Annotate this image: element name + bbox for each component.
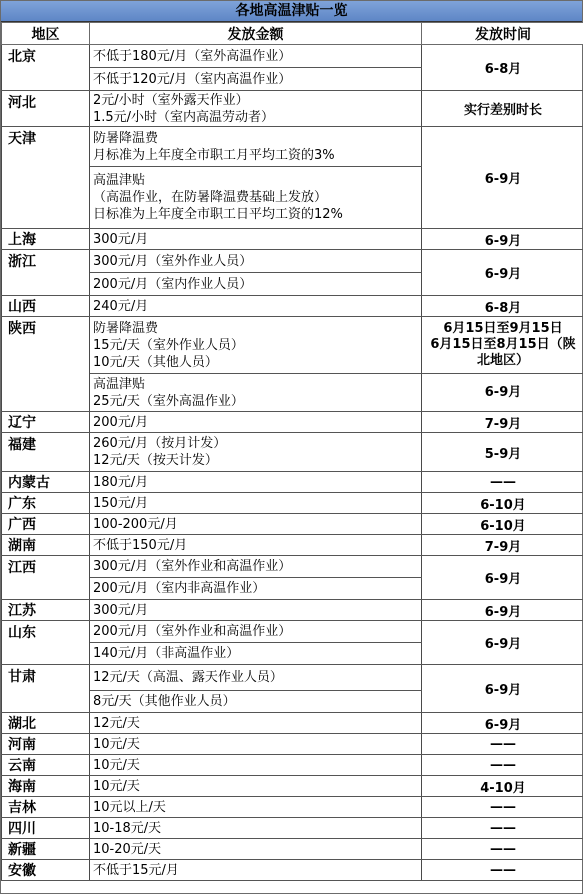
amount-cell — [90, 317, 422, 374]
period-cell: 7-9月 — [422, 412, 583, 433]
region-cell: 浙江 — [2, 250, 90, 296]
region-cell: 天津 — [2, 127, 90, 229]
period-cell: 6-9月 — [422, 665, 583, 713]
table-row — [2, 45, 583, 68]
table-row — [2, 493, 583, 514]
table-row — [2, 229, 583, 250]
amount-line: 防暑降温费 — [93, 130, 159, 146]
amount-cell — [90, 665, 422, 691]
amount-line: 15元/天（室外作业人员） — [93, 337, 244, 353]
amount-cell — [90, 68, 422, 91]
region-cell: 吉林 — [2, 797, 90, 818]
period-cell: —— — [422, 734, 583, 755]
table-body — [2, 45, 583, 881]
amount-cell — [90, 621, 422, 643]
amount-line: 240元/月 — [93, 298, 149, 314]
amount-line: 不低于15元/月 — [93, 862, 179, 878]
period-cell: 6-8月 — [422, 45, 583, 91]
amount-line: 不低于180元/月（室外高温作业） — [93, 48, 292, 64]
table-row — [2, 514, 583, 535]
region-cell: 山西 — [2, 296, 90, 317]
table-row — [2, 860, 583, 881]
header-row — [2, 23, 583, 45]
amount-cell — [90, 127, 422, 167]
region-cell: 四川 — [2, 818, 90, 839]
region-cell: 广东 — [2, 493, 90, 514]
region-cell: 新疆 — [2, 839, 90, 860]
amount-line: 300元/月 — [93, 231, 149, 247]
header-region: 地区 — [2, 23, 90, 45]
table-row — [2, 317, 583, 374]
amount-cell — [90, 374, 422, 412]
period-cell: —— — [422, 797, 583, 818]
period-cell: —— — [422, 472, 583, 493]
amount-cell — [90, 755, 422, 776]
amount-line: 300元/月（室外作业人员） — [93, 253, 253, 269]
period-cell: 实行差别时长 — [422, 91, 583, 127]
period-cell: 6-9月 — [422, 713, 583, 734]
amount-cell — [90, 514, 422, 535]
table-title: 各地高温津贴一览 — [1, 1, 582, 22]
amount-line: 25元/天（室外高温作业） — [93, 393, 244, 409]
amount-cell — [90, 691, 422, 713]
amount-cell — [90, 860, 422, 881]
amount-cell — [90, 776, 422, 797]
amount-line: 200元/月（室内作业人员） — [93, 276, 253, 292]
amount-line: 10-20元/天 — [93, 841, 162, 857]
table-row — [2, 621, 583, 643]
header-amount: 发放金额 — [90, 23, 422, 45]
period-cell: 6月15日至9月15日 6月15日至8月15日（陕北地区） — [422, 317, 583, 374]
amount-line: 月标准为上年度全市职工月平均工资的3% — [93, 147, 335, 163]
amount-line: （高温作业，在防暑降温费基础上发放） — [93, 190, 328, 205]
amount-line: 150元/月 — [93, 495, 149, 511]
period-cell: 6-9月 — [422, 600, 583, 621]
amount-cell — [90, 713, 422, 734]
table-row — [2, 91, 583, 127]
period-cell: 6-10月 — [422, 514, 583, 535]
amount-cell — [90, 273, 422, 296]
period-cell: 6-9月 — [422, 374, 583, 412]
amount-cell — [90, 643, 422, 665]
amount-line: 10元/天 — [93, 757, 140, 773]
amount-line: 不低于150元/月 — [93, 537, 188, 553]
period-cell: 6-9月 — [422, 127, 583, 229]
amount-cell — [90, 167, 422, 229]
region-cell: 山东 — [2, 621, 90, 665]
region-cell: 河北 — [2, 91, 90, 127]
period-cell: 6-9月 — [422, 250, 583, 296]
period-cell: 7-9月 — [422, 535, 583, 556]
amount-cell — [90, 472, 422, 493]
region-cell: 甘肃 — [2, 665, 90, 713]
table-row — [2, 374, 583, 412]
region-cell: 辽宁 — [2, 412, 90, 433]
period-cell: —— — [422, 818, 583, 839]
region-cell: 广西 — [2, 514, 90, 535]
table-row — [2, 535, 583, 556]
region-cell: 安徽 — [2, 860, 90, 881]
amount-cell — [90, 45, 422, 68]
amount-line: 10元/天 — [93, 778, 140, 794]
amount-line: 高温津贴 — [93, 376, 146, 392]
region-cell: 福建 — [2, 433, 90, 472]
amount-line: 10元/天（其他人员） — [93, 354, 218, 370]
period-cell: 6-9月 — [422, 621, 583, 665]
table-row — [2, 296, 583, 317]
amount-cell — [90, 91, 422, 127]
region-cell: 河南 — [2, 734, 90, 755]
amount-line: 高温津贴 — [93, 173, 146, 188]
region-cell: 海南 — [2, 776, 90, 797]
table-row — [2, 797, 583, 818]
amount-cell — [90, 433, 422, 472]
amount-cell — [90, 734, 422, 755]
amount-line: 300元/月 — [93, 602, 149, 618]
amount-cell — [90, 229, 422, 250]
table-row — [2, 776, 583, 797]
period-cell: —— — [422, 860, 583, 881]
table-row — [2, 433, 583, 472]
amount-line: 10-18元/天 — [93, 820, 162, 836]
amount-line: 不低于120元/月（室内高温作业） — [93, 71, 292, 87]
amount-line: 140元/月（非高温作业） — [93, 646, 240, 661]
amount-line: 100-200元/月 — [93, 516, 178, 532]
amount-cell — [90, 578, 422, 600]
amount-line: 2元/小时（室外露天作业） — [93, 92, 249, 108]
amount-line: 1.5元/小时（室内高温劳动者） — [93, 109, 275, 125]
table-row — [2, 127, 583, 167]
amount-cell — [90, 556, 422, 578]
amount-line: 12元/天（按天计发） — [93, 453, 218, 468]
amount-cell — [90, 797, 422, 818]
table-row — [2, 412, 583, 433]
amount-line: 12元/天（高温、露天作业人员） — [93, 670, 283, 685]
region-cell: 江西 — [2, 556, 90, 600]
amount-line: 10元以上/天 — [93, 799, 166, 815]
table-row — [2, 734, 583, 755]
amount-line: 防暑降温费 — [93, 320, 159, 336]
amount-cell — [90, 818, 422, 839]
period-cell: 6-9月 — [422, 556, 583, 600]
region-cell: 江苏 — [2, 600, 90, 621]
table-row — [2, 665, 583, 691]
period-cell: 5-9月 — [422, 433, 583, 472]
amount-line: 8元/天（其他作业人员） — [93, 694, 236, 709]
amount-cell — [90, 535, 422, 556]
region-cell: 陕西 — [2, 317, 90, 412]
period-cell: 6-10月 — [422, 493, 583, 514]
amount-line: 200元/月 — [93, 414, 149, 430]
region-cell: 北京 — [2, 45, 90, 91]
subsidy-table — [1, 22, 583, 881]
period-cell: 6-8月 — [422, 296, 583, 317]
amount-cell — [90, 600, 422, 621]
period-cell: 6-9月 — [422, 229, 583, 250]
table-row — [2, 250, 583, 273]
header-period: 发放时间 — [422, 23, 583, 45]
amount-line: 200元/月（室内非高温作业） — [93, 581, 266, 596]
table-row — [2, 755, 583, 776]
table-row — [2, 839, 583, 860]
amount-line: 260元/月（按月计发） — [93, 436, 227, 451]
amount-line: 10元/天 — [93, 736, 140, 752]
table-row — [2, 472, 583, 493]
table-row — [2, 713, 583, 734]
amount-cell — [90, 493, 422, 514]
region-cell: 湖北 — [2, 713, 90, 734]
amount-line: 180元/月 — [93, 474, 149, 490]
period-cell: —— — [422, 755, 583, 776]
amount-line: 12元/天 — [93, 715, 140, 731]
region-cell: 上海 — [2, 229, 90, 250]
amount-line: 200元/月（室外作业和高温作业） — [93, 624, 292, 639]
region-cell: 云南 — [2, 755, 90, 776]
amount-line: 300元/月（室外作业和高温作业） — [93, 559, 292, 574]
table-row — [2, 556, 583, 578]
period-cell: 4-10月 — [422, 776, 583, 797]
table-row — [2, 600, 583, 621]
region-cell: 内蒙古 — [2, 472, 90, 493]
amount-cell — [90, 296, 422, 317]
table-row — [2, 818, 583, 839]
amount-cell — [90, 250, 422, 273]
amount-line: 日标准为上年度全市职工日平均工资的12% — [93, 207, 343, 222]
amount-cell — [90, 412, 422, 433]
region-cell: 湖南 — [2, 535, 90, 556]
amount-cell — [90, 839, 422, 860]
period-cell: —— — [422, 839, 583, 860]
